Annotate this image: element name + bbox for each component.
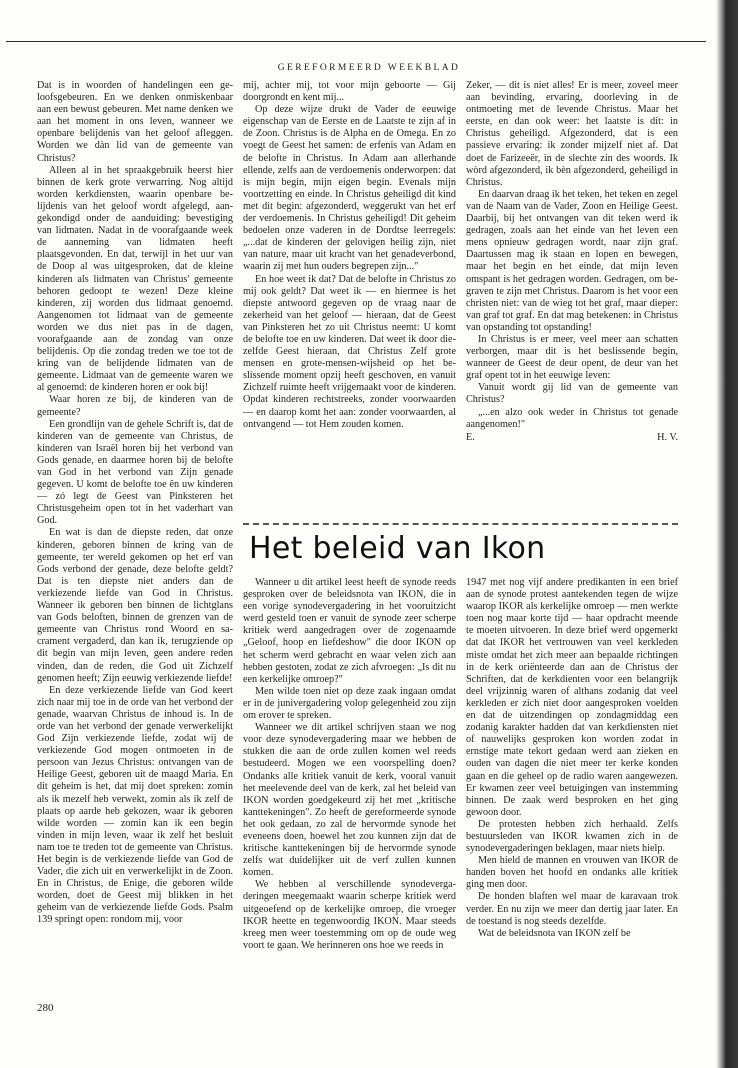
signature-right: H. V.	[657, 431, 678, 443]
paragraph: Men wilde toen niet op deze zaak ingaan omdat er in de junivergadering volop gelegenheid zou zijn om erover te spreken.	[243, 685, 456, 722]
paragraph: Een grondlijn van de gehele Schrift is, dat de kinderen van de gemeente van Christus, de kinderen van Israël horen bij het verbond van Gods genade, en daarmee horen bij de belofte van God in het verbond van Zijn genade gegeven. U komt de belofte toe ên uw kinderen — zó legt de Geest van Pinksteren het Christusgeheim open tot in het vaderhart van God.	[37, 418, 233, 527]
paragraph: Op deze wijze drukt de Vader de eeuwige eigenschap van de Eerste en de Laatste te zijn af in de Zoon. Christus is de Alpha en de Omega. En zo voegt de Geest het samen: de erfenis van Adam en de belofte in Christus. In Adam aan allerhande ellende, zelfs aan de verdoemenis onderworpen: dat is mijn begin, mijn eigen begin. Evenals mijn voortzetting en einde. In Christus geheiligd dit kind met dit begin: afgezonderd, weggerukt van het erf der verdoemenis. In Christus geheiligd! Dit geheim bedoelen onze vaderen in de Dordtse leerregels: „...dat de kinderen der gelovigen heilig zijn, niet van nature, maar uit kracht van het genadeverbond, waarin zij met hun ouders begrepen zijn..."	[243, 104, 456, 273]
paragraph: Vanuit wordt gij lid van de gemeente van Christus?	[466, 382, 678, 406]
article-title: Het beleid van Ikon	[249, 531, 546, 566]
paragraph: De protesten hebben zich herhaald. Zelfs bestuursleden van IKOR kwamen zich in de synodevergaderingen beklagen, maar niets hielp.	[466, 818, 678, 855]
paragraph: Wanneer u dit artikel leest heeft de synode reeds gesproken over de beleidsnota van IKON, die in een vorige synodevergadering in het vooruitzicht werd gesteld toen er vanuit de synode zeer scherpe kritiek werd aangedragen over de zogenaamde „Geloof, hoop en liefdeshow" die door IKON op het scherm werd gebracht en waar velen zich aan hebben gestoten, zodat ze zich afvroegen: „Is dit nu een kerkelijke omroep?"	[243, 577, 456, 685]
paragraph: In Christus is er meer, veel meer aan schatten verborgen, maar dit is het beslissende begin, wanneer de Geest de deur opent, de deur van het graf opent tot in het eeuwige leven:	[466, 333, 678, 382]
page-number: 280	[37, 1002, 54, 1014]
paragraph: Zeker, — dit is niet alles! Er is meer, zoveel meer aan bevinding, ervaring, doorleving in de ontmoeting met de levende Christus. Maar het eerste, en dan ook weer: het laatste is dit: in Christus geheiligd. Afgezonderd, dat is een passieve ervaring: ik zonder mijzelf niet af. Dat doet de Farizeeër, in de slechte zin des woords. Ik wòrd afgezonderd, ik bèn afgezonderd, geheiligd in Christus.	[466, 80, 678, 188]
paragraph: En wat is dan de diepste reden, dat onze kinderen, geboren binnen de kring van de gemeente, ter wereld gekomen op het erf van Gods verbond der genade, deze belofte geldt? Dat is ten diepste niet anders dan de verkiezende liefde van God in Christus. Wanneer ik geboren ben binnen de lichtglans van Gods beloften, binnen de grenzen van de gemeente van Christus rond Woord en sacrament vergaderd, dan kan ik, terugziende op dit begin van mijn leven, geen andere reden vinden, dan de reden, die God uit Zichzelf genomen heeft; Zijn eeuwig verkiezende liefde!	[37, 527, 233, 684]
paragraph: We hebben al verschillende synodevergaderingen meegemaakt waarin scherpe kritiek werd uitgeoefend op de kerkelijke omroep, die vroeger IKOR heette en tegenwoordig IKON. Maar steeds kreeg men weer toestemming om op de oude weg voort te gaan. We herinneren ons hoe we reeds in	[243, 879, 456, 951]
article1-column-1	[37, 80, 233, 982]
paragraph: En hoe weet ik dat? Dat de belofte in Christus zo mij ook geldt? Dat weet ik — en hiermee is het diepste antwoord gegeven op de vraag naar de zekerheid van het geloof — hieraan, dat de Geest van Pinksteren het zo uit Christus neemt: U komt de belofte toe en uw kinderen. Dat weet ik door diezelfde Geest hieraan, dat Christus Zelf grote mensen en grote-mensen-wijsheid op het beslissende moment opzij heeft geschoven, en vanuit Zichzelf ruimte heeft vrijgemaakt voor de kinderen. Opdat kinderen rechtstreeks, zonder voorwaarden — en daarop komt het aan: zonder voorwaarden, al ontvangend — tot Hem zouden komen.	[243, 273, 456, 430]
paragraph: „...en alzo ook weder in Christus tot genade aangenomen!"	[466, 406, 678, 430]
article1-column-2	[243, 80, 456, 520]
paragraph: En daarvan draag ik het teken, het teken en zegel van de Naam van de Vader, Zoon en Heilige Geest. Daarbij, bij het ontvangen van dit teken werd ik gedragen, zoals aan het einde van het leven een mens opnieuw gedragen wordt, naar zijn graf. Daartussen mag ik staan en lopen en bewegen, maar het begin en het einde, dat mijn leven omspant is het gedragen worden. Gedragen, om begraven te zijn met Christus. Daarom is het voor een christen niet: van de wieg tot het graf, maar dieper: van graf tot graf. En dat mag betekenen: in Christus van opstanding tot opstanding!	[466, 188, 678, 333]
article-separator	[243, 523, 678, 525]
paragraph: De honden blaften wel maar de karavaan trok verder. En nu zijn we meer dan dertig jaar later. En de toestand is nog steeds dezelfde.	[466, 891, 678, 927]
paragraph: Alleen al in het spraakgebruik heerst hier binnen de kerk grote verwarring. Nog altijd worden kerkdiensten, waarin openbare belijdenis van het geloof wordt afgelegd, aangekondigd onder de aanduiding: bevestiging van lidmaten. Nadat in de voorafgaande week de aanneming van lidmaten heeft plaatsgevonden. En dat, terwijl in het uur van de Doop al was uitgesproken, dat de kleine kinderen als lidmaten van Christus' gemeente behoren gedoopt te wezen! Deze kleine kinderen, zij worden dus lidmaat genoemd. Aangenomen tot lidmaat van de gemeente worden we dus niet pas in de dagen, voorafgaande aan de zondag van onze belijdenis. Op die zondag treden we toe tot de kring van de belijdende lidmaten van de gemeente. Lidmaat van de gemeente waren we al genoemd: de kinderen horen er ook bij!	[37, 164, 233, 394]
paragraph: Dat is in woorden of handelingen een geloofsgebeuren. En we denken onmiskenbaar aan een bewust gebeuren. Met name denken we aan het moment in ons leven, wanneer we openbare belijdenis van het geloof afleggen. Worden we dàn lid van de gemeente van Christus?	[37, 80, 233, 164]
paragraph: Men hield de mannen en vrouwen van IKOR de handen boven het hoofd en ondanks alle kritiek ging men door.	[466, 855, 678, 891]
top-rule	[6, 41, 706, 42]
article1-column-3	[466, 80, 678, 520]
paragraph: 1947 met nog vijf andere predikanten in een brief aan de synode protest aantekenden tegen de wijze waarop IKOR als kerkelijke omroep — men werkte toen nog maar korte tijd — haar opdracht meende te moeten uitvoeren. In deze brief werd opgemerkt dat dat IKOR het vertrouwen van veel kerkleden miste omdat het zich meer aan bepaalde richtingen in de kerk oriënteerde dan aan de Christus der Schriften, dat de kerkdienten voor een belangrijk deel vrijzinnig waren of althans zodanig dat veel kerkleden er zich niet door aangesproken voelden en dat de uitzendingen op zondagmiddag een zodanig karakter hadden dat van kerkdiensten niet of nauwelijks gesproken kon worden zodat in ernstige mate tekort gedaan werd aan zieken en ouden van dagen die niet meer ter kerke konden gaan en die geheel op de radio waren aangewezen. Er kwamen zeer veel betuigingen van instemming binnen. De zaak werd besproken en het ging gewoon door.	[466, 577, 678, 818]
article2-column-1	[243, 577, 456, 982]
page-edge-shadow	[716, 0, 738, 1068]
paragraph: Wanneer we dit artikel schrijven staan we nog voor deze synodevergadering maar we hebben de stukken die aan de orde zullen komen wel reeds bestudeerd. Mogen we een voorspelling doen? Ondanks alle kritiek vanuit de kerk, vooral vanuit het meelevende deel van de kerk, zal het beleid van IKON worden goedgekeurd zij het met „kritische kanttekeningen". Zo heeft de gereformeerde synode het ook gedaan, zo zal de hervormde synode het eveneens doen, hoewel het zou kunnen zijn dat de kritische kanttekeningen bij de hervormde synode zelfs wat duidelijker uit de verf zullen kunnen komen.	[243, 722, 456, 879]
signature-left: E.	[466, 431, 475, 443]
paragraph: En deze verkiezende liefde van God keert zich naar mij toe in de orde van het verbond der genade, waarvan Christus de inhoud is. In de orde van het verbond der genade verwerkelijkt God Zijn verkiezende liefde, zodat wij de verkiezende God mogen ontmoeten in de persoon van Jezus Christus: ontvangen van de Heilige Geest, geboren uit de maagd Maria. En dit geheim is het, dat mij doet spreken: zomin als ik mezelf heb verwekt, zomin als ik zelf de plaats op aarde heb gekozen, waar ik geboren wilde worden — zomin kan ik een begin vinden in mijn leven, waar ik zelf het besluit nam toe te treden tot de gemeente van Christus. Het begin is de verkiezende liefde van God de Vader, die zich uit en verwerkelijkt in de Zoon. En in Christus, de Enige, die geboren wilde worden, doet de Geest mij blikken in het geheim van de verkiezende liefde Gods. Psalm 139 springt open: rondom mij, voor	[37, 684, 233, 926]
running-header: GEREFORMEERD WEEKBLAD	[277, 63, 461, 73]
paragraph: Wat de beleidsnota van IKON zelf be	[478, 927, 631, 939]
paragraph: mij, achter mij, tot voor mijn geboorte — Gij doorgrondt en kent mij...	[243, 80, 456, 104]
signature-line	[466, 432, 678, 444]
article2-column-2	[466, 577, 678, 982]
paragraph: Waar horen ze bij, de kinderen van de gemeente?	[37, 394, 233, 418]
